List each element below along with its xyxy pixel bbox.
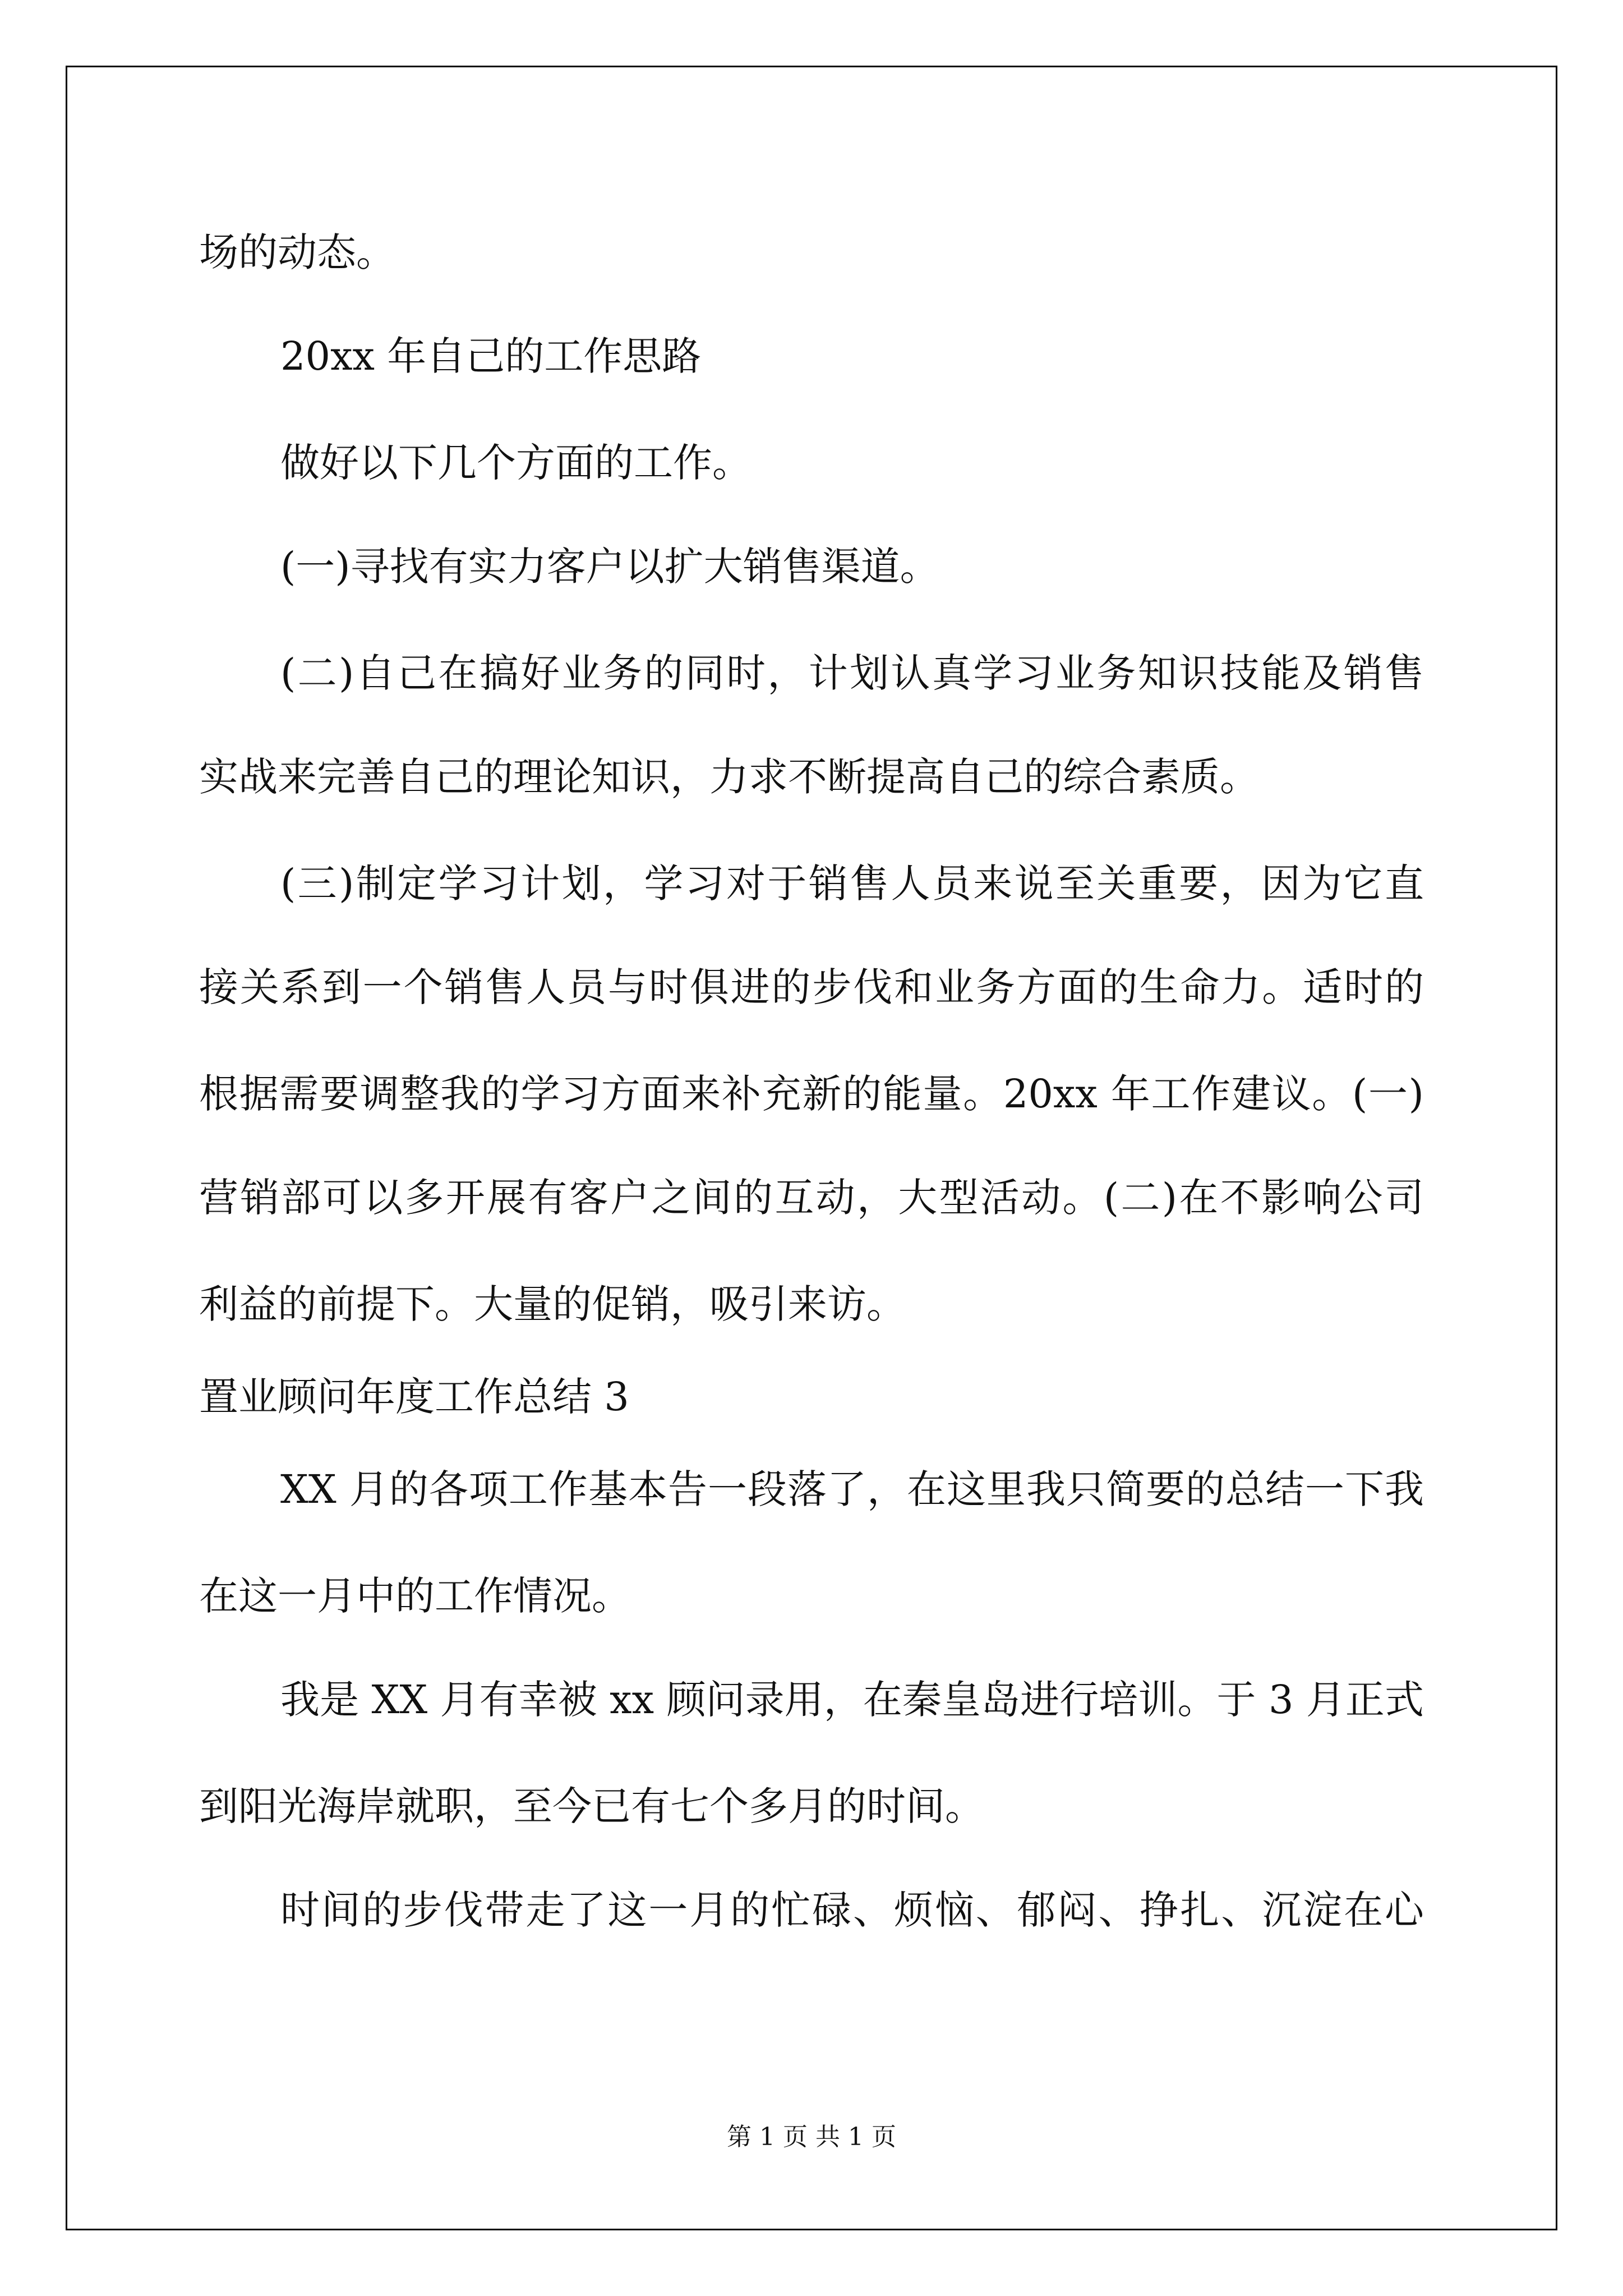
- body-line: 根据需要调整我的学习方面来补充新的能量。20xx 年工作建议。(一): [199, 1071, 1424, 1117]
- body-line: XX 月的各项工作基本告一段落了，在这里我只简要的总结一下我: [280, 1466, 1424, 1512]
- body-line: 我是 XX 月有幸被 xx 顾问录用，在秦皇岛进行培训。于 3 月正式: [280, 1677, 1424, 1723]
- page-footer: 第 1 页 共 1 页: [727, 2123, 896, 2151]
- body-line: 接关系到一个销售人员与时俱进的步伐和业务方面的生命力。适时的: [199, 964, 1424, 1010]
- body-line: 时间的步伐带走了这一月的忙碌、烦恼、郁闷、挣扎、沉淀在心: [280, 1887, 1424, 1933]
- list-item: (二)自己在搞好业务的同时，计划认真学习业务知识技能及销售: [280, 650, 1424, 696]
- body-line: 营销部可以多开展有客户之间的互动，大型活动。(二)在不影响公司: [199, 1175, 1424, 1221]
- section-heading: 置业顾问年度工作总结 3: [199, 1374, 629, 1420]
- body-line: 场的动态。: [199, 229, 395, 275]
- list-item: (一)寻找有实力客户以扩大销售渠道。: [280, 544, 939, 590]
- body-line: 做好以下几个方面的工作。: [280, 440, 751, 486]
- body-line: 实战来完善自己的理论知识，力求不断提高自己的综合素质。: [199, 754, 1259, 800]
- body-line: 利益的前提下。大量的促销，吸引来访。: [199, 1281, 906, 1327]
- body-line: 到阳光海岸就职，至今已有七个多月的时间。: [199, 1783, 984, 1829]
- section-subtitle: 20xx 年自己的工作思路: [280, 333, 702, 379]
- body-line: 在这一月中的工作情况。: [199, 1573, 631, 1619]
- list-item: (三)制定学习计划，学习对于销售人员来说至关重要，因为它直: [280, 861, 1424, 907]
